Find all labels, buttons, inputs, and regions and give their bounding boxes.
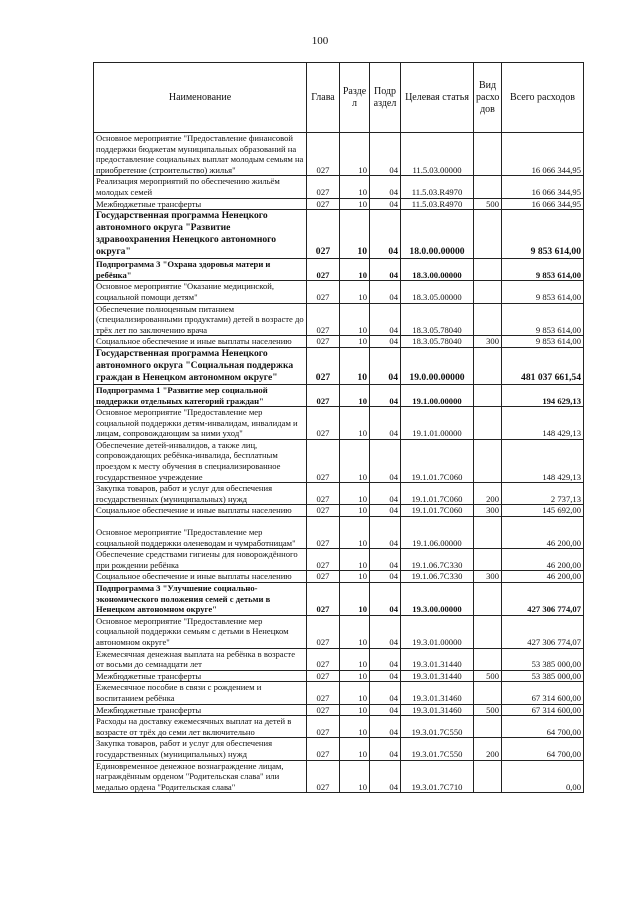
row-section: 10: [340, 760, 370, 793]
row-subsection: 04: [370, 704, 401, 716]
header-name: Наименование: [94, 63, 307, 133]
row-subsection: 04: [370, 210, 401, 259]
row-chapter: 027: [307, 760, 340, 793]
row-expense-type: 200: [474, 738, 502, 760]
header-section: Разде л: [340, 63, 370, 133]
row-chapter: 027: [307, 583, 340, 616]
header-expense-type: Вид расхо дов: [474, 63, 502, 133]
row-chapter: 027: [307, 505, 340, 517]
table-row: [94, 281, 584, 303]
row-subsection: 04: [370, 670, 401, 682]
row-subsection: 04: [370, 133, 401, 176]
row-total: 64 700,00: [502, 738, 584, 760]
row-name: Обеспечение полноценным питанием (специализированными продуктами) детей в возрасте до трёх лет по заключению врача: [94, 303, 307, 336]
table-row: [94, 303, 584, 336]
row-subsection: 04: [370, 198, 401, 210]
row-expense-type: [474, 133, 502, 176]
row-section: 10: [340, 682, 370, 704]
row-expense-type: [474, 549, 502, 571]
row-expense-type: [474, 303, 502, 336]
row-name: Основное мероприятие "Предоставление мер социальной поддержки оленеводам и чумработницам": [94, 517, 307, 549]
row-target: 11.5.03.R4970: [401, 176, 474, 198]
row-target: 19.3.01.31460: [401, 704, 474, 716]
row-name: Расходы на доставку ежемесячных выплат на детей в возрасте от трёх до семи лет включительно: [94, 716, 307, 738]
row-name: Подпрограмма 1 "Развитие мер социальной поддержки отдельных категорий граждан": [94, 384, 307, 406]
row-subsection: 04: [370, 439, 401, 482]
row-subsection: 04: [370, 648, 401, 670]
row-expense-type: [474, 347, 502, 384]
row-expense-type: [474, 716, 502, 738]
row-chapter: 027: [307, 384, 340, 406]
row-name: Закупка товаров, работ и услуг для обеспечения государственных (муниципальных) нужд: [94, 483, 307, 505]
row-subsection: 04: [370, 549, 401, 571]
row-target: 19.3.01.7С550: [401, 738, 474, 760]
row-name: Межбюджетные трансферты: [94, 670, 307, 682]
table-row: [94, 549, 584, 571]
row-section: 10: [340, 407, 370, 440]
row-name: Реализация мероприятий по обеспечению жильём молодых семей: [94, 176, 307, 198]
row-total: 46 200,00: [502, 549, 584, 571]
row-chapter: 027: [307, 336, 340, 348]
row-section: 10: [340, 571, 370, 583]
row-total: 148 429,13: [502, 407, 584, 440]
row-total: 9 853 614,00: [502, 259, 584, 281]
table-row: [94, 176, 584, 198]
row-target: 19.0.00.00000: [401, 347, 474, 384]
row-expense-type: 200: [474, 483, 502, 505]
row-name: Социальное обеспечение и иные выплаты населению: [94, 336, 307, 348]
row-target: 19.3.01.00000: [401, 615, 474, 648]
row-subsection: 04: [370, 303, 401, 336]
row-subsection: 04: [370, 716, 401, 738]
row-target: 19.1.06.7С330: [401, 571, 474, 583]
row-target: 18.3.05.78040: [401, 303, 474, 336]
row-section: 10: [340, 648, 370, 670]
row-total: 67 314 600,00: [502, 682, 584, 704]
row-target: 19.1.01.7С060: [401, 483, 474, 505]
row-chapter: 027: [307, 210, 340, 259]
row-target: 11.5.03.R4970: [401, 198, 474, 210]
header-total: Всего расходов: [502, 63, 584, 133]
row-expense-type: [474, 648, 502, 670]
row-chapter: 027: [307, 303, 340, 336]
row-name: Подпрограмма 3 "Охрана здоровья матери и ребёнка": [94, 259, 307, 281]
header-subsection: Подр аздел: [370, 63, 401, 133]
table-row: [94, 198, 584, 210]
row-section: 10: [340, 483, 370, 505]
table-row: [94, 670, 584, 682]
row-subsection: 04: [370, 384, 401, 406]
row-expense-type: [474, 407, 502, 440]
row-name: Основное мероприятие "Предоставление финансовой поддержки бюджетам муниципальных образований на предоставление социальных выплат молодым семьям на приобретение (строительство) жилья": [94, 133, 307, 176]
row-expense-type: [474, 210, 502, 259]
row-name: Социальное обеспечение и иные выплаты населению: [94, 571, 307, 583]
row-section: 10: [340, 670, 370, 682]
row-section: 10: [340, 583, 370, 616]
row-total: 481 037 661,54: [502, 347, 584, 384]
row-expense-type: 300: [474, 505, 502, 517]
row-target: 18.3.05.78040: [401, 336, 474, 348]
row-name: Государственная программа Ненецкого автономного округа "Социальная поддержка граждан в Ненецком автономном округе": [94, 347, 307, 384]
table-row: [94, 505, 584, 517]
row-subsection: 04: [370, 281, 401, 303]
table-row: [94, 648, 584, 670]
row-section: 10: [340, 336, 370, 348]
row-chapter: 027: [307, 133, 340, 176]
row-chapter: 027: [307, 483, 340, 505]
row-total: 148 429,13: [502, 439, 584, 482]
row-target: 18.3.00.00000: [401, 259, 474, 281]
row-chapter: 027: [307, 439, 340, 482]
row-expense-type: [474, 176, 502, 198]
row-chapter: 027: [307, 738, 340, 760]
row-total: 194 629,13: [502, 384, 584, 406]
row-subsection: 04: [370, 571, 401, 583]
row-subsection: 04: [370, 682, 401, 704]
row-chapter: 027: [307, 407, 340, 440]
row-total: 145 692,00: [502, 505, 584, 517]
table-row: [94, 716, 584, 738]
row-chapter: 027: [307, 615, 340, 648]
row-target: 11.5.03.00000: [401, 133, 474, 176]
row-subsection: 04: [370, 259, 401, 281]
table-row: [94, 210, 584, 259]
row-section: 10: [340, 549, 370, 571]
row-total: 16 066 344,95: [502, 176, 584, 198]
row-subsection: 04: [370, 336, 401, 348]
table-row: [94, 259, 584, 281]
row-section: 10: [340, 133, 370, 176]
row-expense-type: [474, 281, 502, 303]
row-section: 10: [340, 210, 370, 259]
row-expense-type: 500: [474, 704, 502, 716]
row-chapter: 027: [307, 281, 340, 303]
row-total: 64 700,00: [502, 716, 584, 738]
row-subsection: 04: [370, 347, 401, 384]
row-target: 19.1.06.7С330: [401, 549, 474, 571]
header-target: Целевая статья: [401, 63, 474, 133]
row-section: 10: [340, 198, 370, 210]
row-name: Обеспечение детей-инвалидов, а также лиц, сопровождающих ребёнка-инвалида, бесплатным проездом к месту обучения в специализированное государственное учреждение: [94, 439, 307, 482]
row-name: Межбюджетные трансферты: [94, 704, 307, 716]
table-body: [94, 133, 584, 793]
row-chapter: 027: [307, 648, 340, 670]
row-section: 10: [340, 517, 370, 549]
row-section: 10: [340, 281, 370, 303]
row-chapter: 027: [307, 198, 340, 210]
row-target: 19.3.01.7С550: [401, 716, 474, 738]
row-subsection: 04: [370, 583, 401, 616]
row-chapter: 027: [307, 682, 340, 704]
row-chapter: 027: [307, 347, 340, 384]
expenditure-table: [93, 62, 584, 793]
row-name: Социальное обеспечение и иные выплаты населению: [94, 505, 307, 517]
table-row: [94, 347, 584, 384]
row-chapter: 027: [307, 571, 340, 583]
row-expense-type: [474, 384, 502, 406]
row-name: Основное мероприятие "Оказание медицинской, социальной помощи детям": [94, 281, 307, 303]
row-total: 2 737,13: [502, 483, 584, 505]
row-target: 19.3.00.00000: [401, 583, 474, 616]
row-chapter: 027: [307, 259, 340, 281]
row-subsection: 04: [370, 738, 401, 760]
row-total: 46 200,00: [502, 571, 584, 583]
row-subsection: 04: [370, 483, 401, 505]
row-section: 10: [340, 384, 370, 406]
row-total: 16 066 344,95: [502, 198, 584, 210]
row-total: 9 853 614,00: [502, 210, 584, 259]
row-name: Межбюджетные трансферты: [94, 198, 307, 210]
row-expense-type: [474, 615, 502, 648]
row-section: 10: [340, 259, 370, 281]
row-total: 46 200,00: [502, 517, 584, 549]
row-total: 53 385 000,00: [502, 670, 584, 682]
row-target: 19.1.00.00000: [401, 384, 474, 406]
row-expense-type: 500: [474, 670, 502, 682]
table-row: [94, 583, 584, 616]
row-section: 10: [340, 439, 370, 482]
row-section: 10: [340, 347, 370, 384]
row-subsection: 04: [370, 517, 401, 549]
row-target: 19.1.01.00000: [401, 407, 474, 440]
row-section: 10: [340, 738, 370, 760]
row-total: 16 066 344,95: [502, 133, 584, 176]
row-section: 10: [340, 303, 370, 336]
row-expense-type: 300: [474, 571, 502, 583]
row-name: Основное мероприятие "Предоставление мер социальной поддержки семьям с детьми в Ненецком автономном округе": [94, 615, 307, 648]
row-chapter: 027: [307, 549, 340, 571]
table-row: [94, 439, 584, 482]
row-target: 19.3.01.31440: [401, 648, 474, 670]
row-total: 9 853 614,00: [502, 303, 584, 336]
row-expense-type: [474, 517, 502, 549]
row-expense-type: 300: [474, 336, 502, 348]
table-header-row: [94, 63, 584, 133]
row-section: 10: [340, 505, 370, 517]
row-expense-type: 500: [474, 198, 502, 210]
row-name: Основное мероприятие "Предоставление мер социальной поддержки детям-инвалидам, инвалидам и лицам, сопровождающим за ними уход": [94, 407, 307, 440]
row-expense-type: [474, 760, 502, 793]
row-expense-type: [474, 259, 502, 281]
row-chapter: 027: [307, 670, 340, 682]
row-name: Ежемесячная денежная выплата на ребёнка в возрасте от восьми до семнадцати лет: [94, 648, 307, 670]
row-target: 19.1.06.00000: [401, 517, 474, 549]
row-section: 10: [340, 716, 370, 738]
table-row: [94, 615, 584, 648]
header-chapter: Глава: [307, 63, 340, 133]
row-chapter: 027: [307, 716, 340, 738]
row-total: 427 306 774,07: [502, 583, 584, 616]
row-chapter: 027: [307, 517, 340, 549]
table-row: [94, 517, 584, 549]
row-expense-type: [474, 439, 502, 482]
table-row: [94, 336, 584, 348]
row-target: 18.3.05.00000: [401, 281, 474, 303]
row-total: 9 853 614,00: [502, 281, 584, 303]
row-target: 19.1.01.7С060: [401, 505, 474, 517]
row-total: 9 853 614,00: [502, 336, 584, 348]
row-chapter: 027: [307, 176, 340, 198]
table-row: [94, 738, 584, 760]
row-target: 18.0.00.00000: [401, 210, 474, 259]
row-expense-type: [474, 583, 502, 616]
row-target: 19.3.01.7С710: [401, 760, 474, 793]
table-row: [94, 760, 584, 793]
table-row: [94, 133, 584, 176]
row-target: 19.3.01.31440: [401, 670, 474, 682]
row-subsection: 04: [370, 176, 401, 198]
row-section: 10: [340, 176, 370, 198]
row-name: Единовременное денежное вознаграждение лицам, награждённым орденом "Родительская слава" или медалью ордена "Родительская слава": [94, 760, 307, 793]
row-total: 67 314 600,00: [502, 704, 584, 716]
row-name: Обеспечение средствами гигиены для новорождённого при рождении ребёнка: [94, 549, 307, 571]
table-row: [94, 704, 584, 716]
table-row: [94, 384, 584, 406]
row-name: Закупка товаров, работ и услуг для обеспечения государственных (муниципальных) нужд: [94, 738, 307, 760]
row-section: 10: [340, 615, 370, 648]
row-total: 427 306 774,07: [502, 615, 584, 648]
row-subsection: 04: [370, 760, 401, 793]
table-row: [94, 483, 584, 505]
row-total: 53 385 000,00: [502, 648, 584, 670]
row-name: Подпрограмма 3 "Улучшение социально-экономического положения семей с детьми в Ненецком автономном округе": [94, 583, 307, 616]
row-subsection: 04: [370, 407, 401, 440]
row-chapter: 027: [307, 704, 340, 716]
row-total: 0,00: [502, 760, 584, 793]
row-target: 19.1.01.7С060: [401, 439, 474, 482]
row-target: 19.3.01.31460: [401, 682, 474, 704]
row-section: 10: [340, 704, 370, 716]
table-row: [94, 571, 584, 583]
row-name: Государственная программа Ненецкого автономного округа "Развитие здравоохранения Ненецкого автономного округа": [94, 210, 307, 259]
row-subsection: 04: [370, 615, 401, 648]
row-name: Ежемесячное пособие в связи с рождением и воспитанием ребёнка: [94, 682, 307, 704]
row-subsection: 04: [370, 505, 401, 517]
row-expense-type: [474, 682, 502, 704]
page-number: 100: [311, 35, 329, 47]
table-row: [94, 682, 584, 704]
table-row: [94, 407, 584, 440]
